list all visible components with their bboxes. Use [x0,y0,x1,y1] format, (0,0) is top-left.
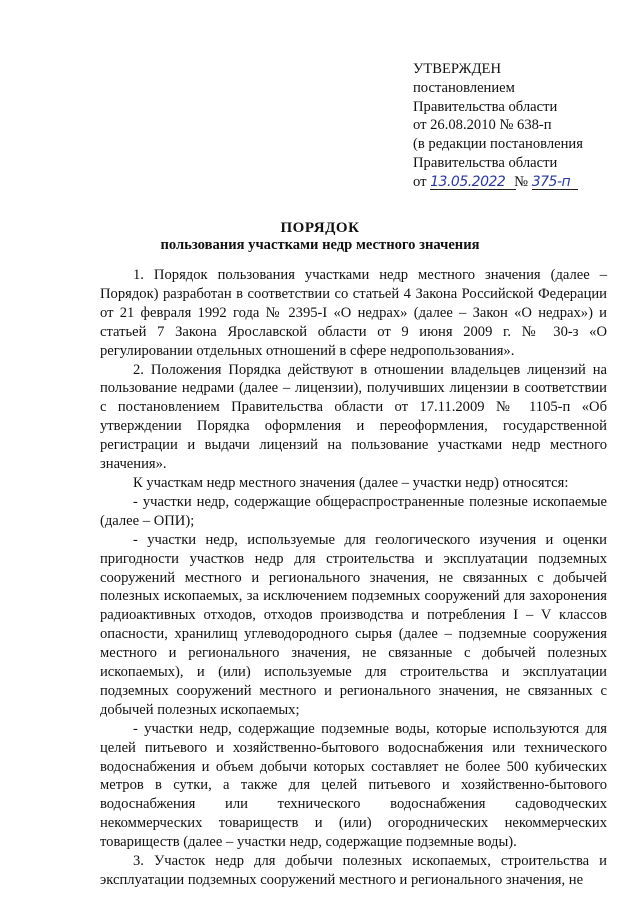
handwritten-number: 375-п [532,173,576,192]
number-sign: № [514,173,529,190]
paragraph-3: 3. Участок недр для добычи полезных ископаемых, строительства и эксплуатации подземных сооружений местного и регионального значения, не [100,853,607,888]
approval-stamp-block [413,60,628,192]
paragraph-2: 2. Положения Порядка действуют в отношении владельцев лицензий на пользование недрами (далее – лицензии), получивших лицензии в соответствии с постановлением Правительства области от 17.11.2009 № 1105-п «Об утверждении Порядка оформления и переоформления, государственной регистрации и выдачи лицензий на пользование участками недр местного значения». [100,361,607,473]
approval-line: Правительства области [413,98,558,115]
document-body [100,266,607,890]
document-subtitle: пользования участками недр местного значения [160,237,480,253]
approval-line: от 26.08.2010 № 638-п [413,117,552,134]
approval-heading: УТВЕРЖДЕН [413,61,501,77]
list-item: - участки недр, используемые для геологического изучения и оценки пригодности участков недр для строительства и эксплуатации подземных сооружений местного и регионального значения, не связанных с добычей полезных ископаемых, за исключением подземных сооружений для захоронения радиоактивных отходов, отходов производства и потребления I – V классов опасности, хранилищ углеводородного сырья (далее – подземные сооружения местного и регионального значения, не связанные с добычей полезных ископаемых), и (или) используемые для строительства и эксплуатации подземных сооружений местного и регионального значения, не связанных с добычей полезных ископаемых; [100,531,607,718]
approval-line: (в редакции постановления [413,136,583,153]
handwritten-date: 13.05.2022 [430,173,514,192]
list-intro: К участкам недр местного значения (далее – участки недр) относятся: [133,474,569,491]
list-item: - участки недр, содержащие подземные воды, которые используются для целей питьевого и хозяйственно-бытового водоснабжения или технического водоснабжения и объем добычи которых составляет не более 500 кубических метров в сутки, а также для целей питьевого и хозяйственно-бытового водоснабжения или технического водоснабжения садоводческих некоммерческих товариществ и (или) огороднических некоммерческих товариществ (далее – участки недр, содержащие подземные воды). [100,720,607,851]
approval-amendment-line [413,173,628,192]
approval-line: Правительства области [413,154,558,171]
document-title: ПОРЯДОК [280,220,360,236]
paragraph-1: 1. Порядок пользования участками недр местного значения (далее – Порядок) разработан в соответствии со статьей 4 Закона Российской Федерации от 21 февраля 1992 года № 2395-I «О недрах» (далее – Закон «О недрах») и статьей 7 Закона Ярославской области от 9 июня 2009 г. № 30-з «О регулировании отдельных отношений в сфере недропользования». [100,267,607,359]
approval-prefix: от [413,173,427,190]
approval-line: постановлением [413,79,515,96]
list-item: - участки недр, содержащие общераспространенные полезные ископаемые (далее – ОПИ); [100,493,607,529]
